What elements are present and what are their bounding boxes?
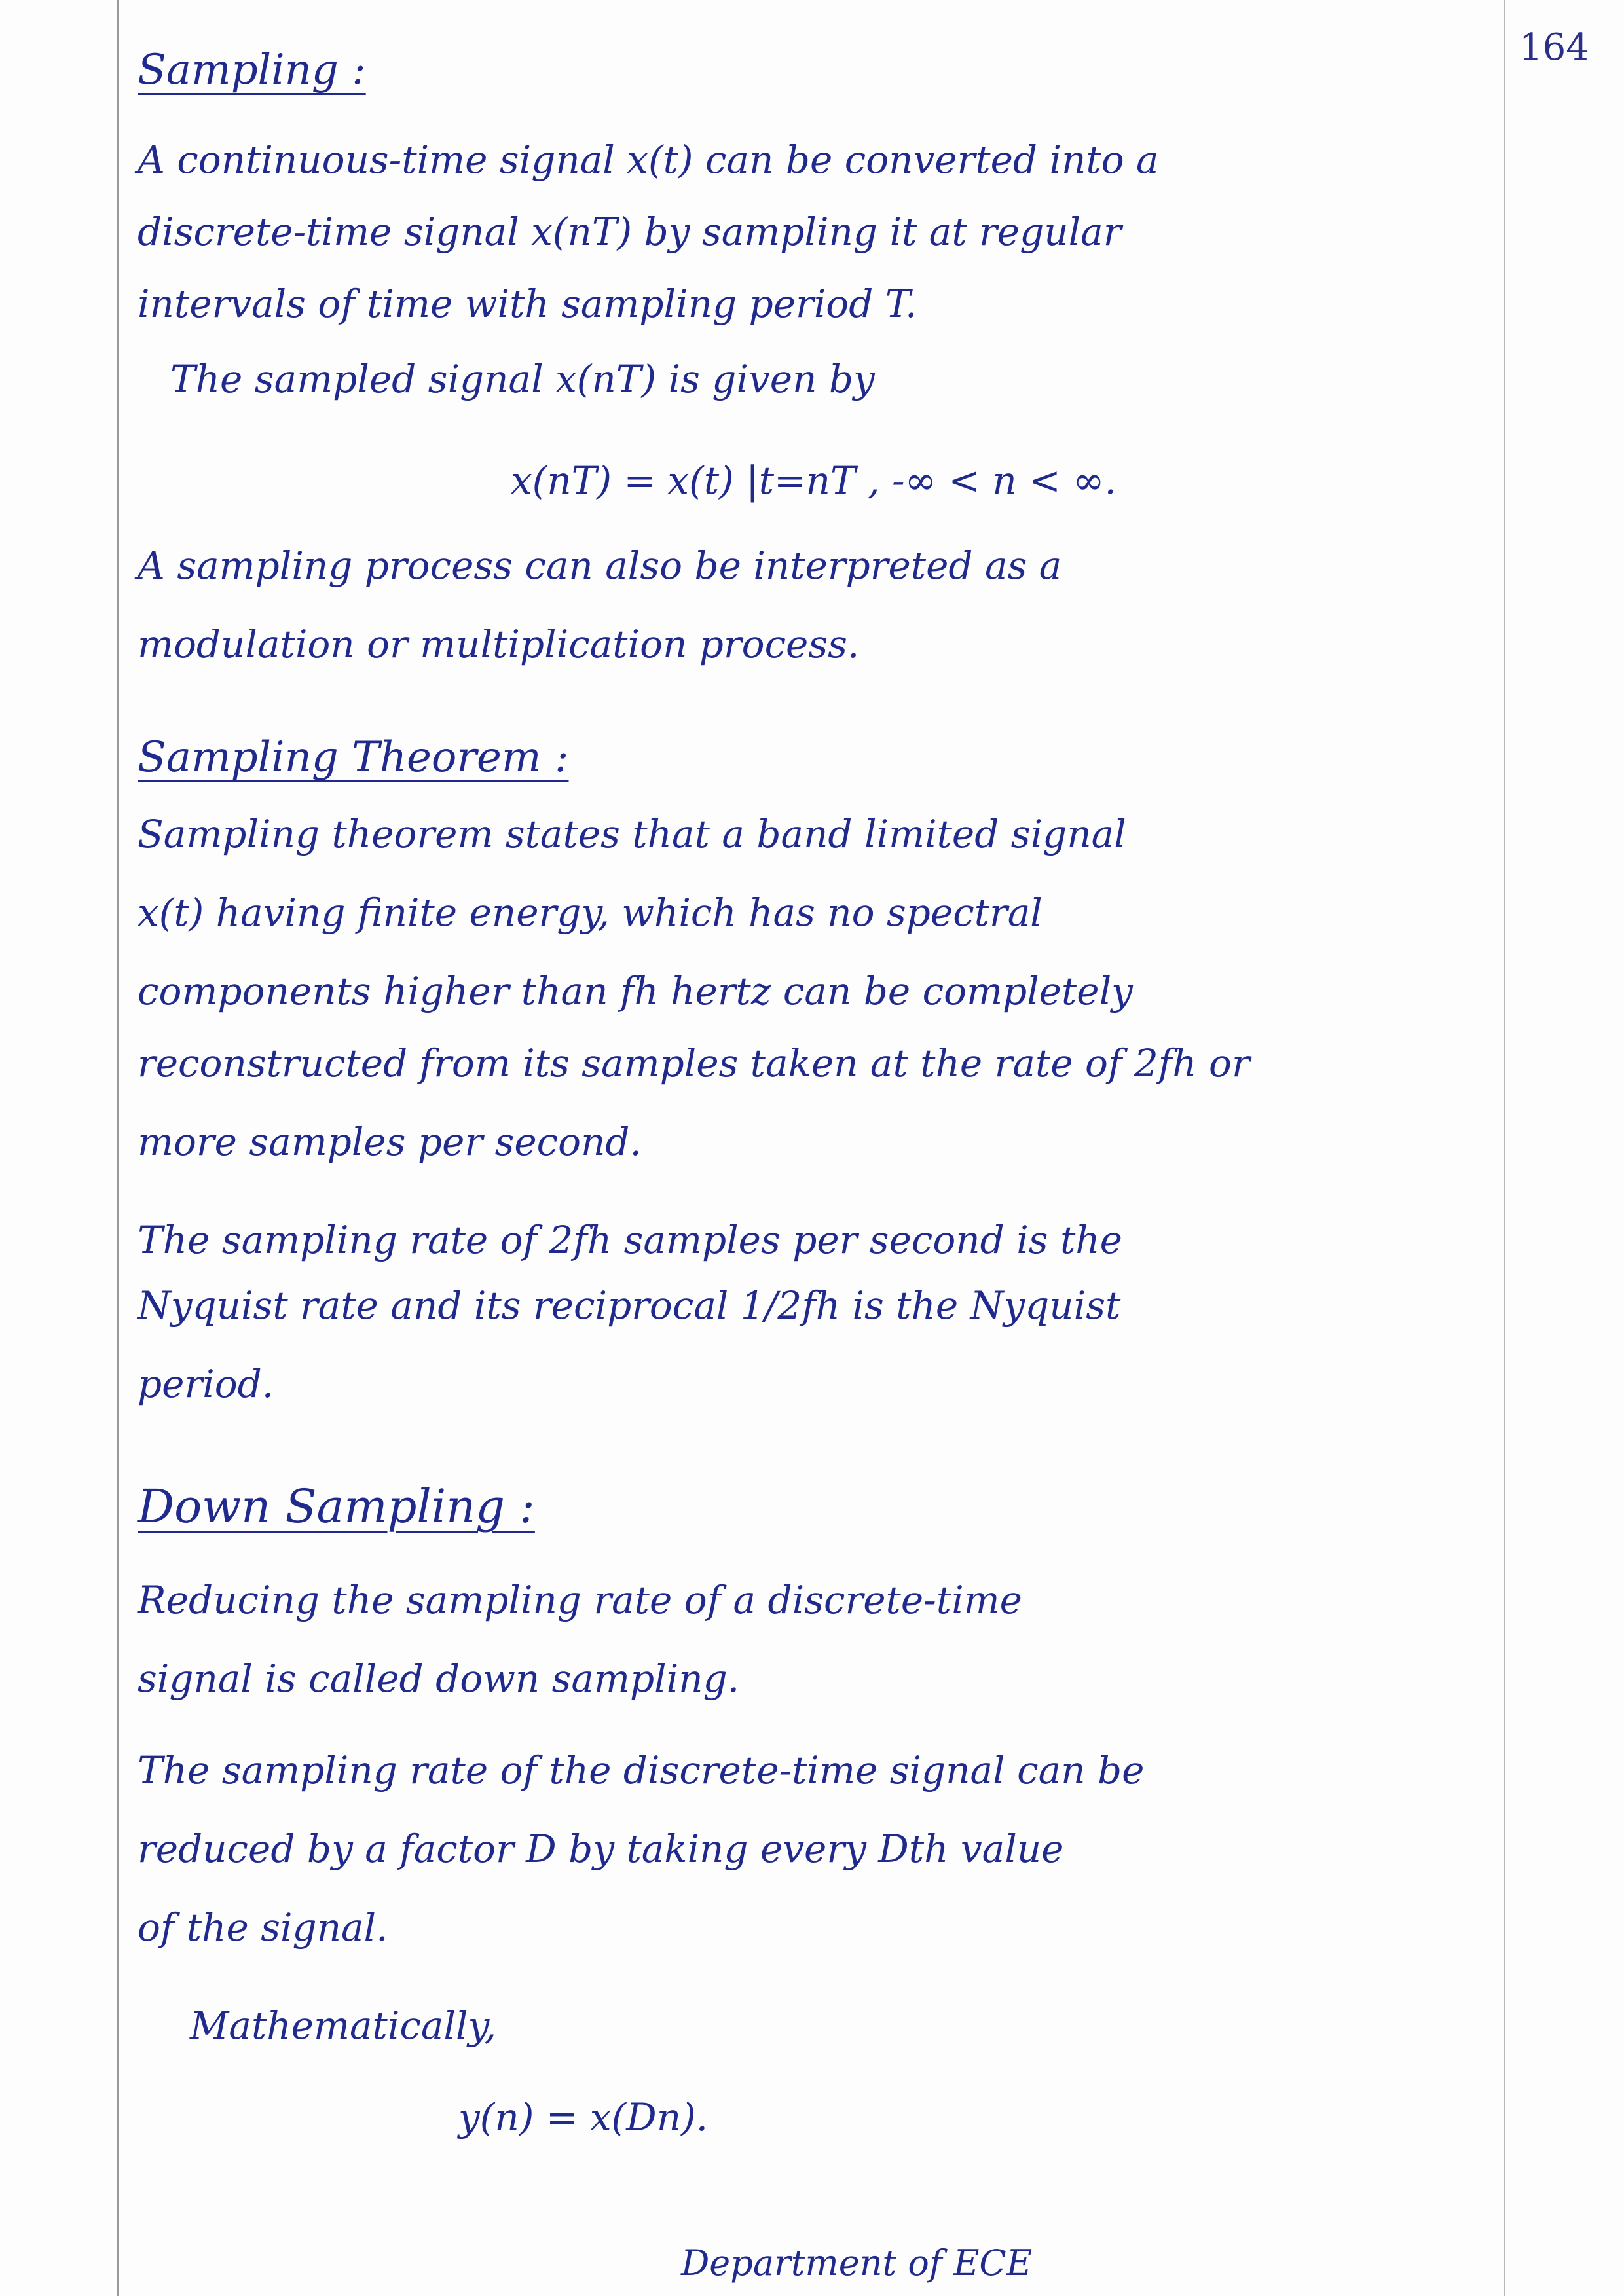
down-sampling-equation: y(n) = x(Dn).: [458, 2095, 709, 2140]
down-sampling-line-4: reduced by a factor D by taking every Dth value: [138, 1827, 1064, 1871]
sampling-line-6: modulation or multiplication process.: [138, 622, 860, 666]
sampling-line-4: The sampled signal x(nT) is given by: [170, 357, 875, 401]
sampling-line-2: discrete-time signal x(nT) by sampling it at regular: [138, 210, 1122, 254]
theorem-line-7: Nyquist rate and its reciprocal 1/2fh is the Nyquist: [138, 1283, 1121, 1328]
heading-sampling-theorem: Sampling Theorem :: [138, 733, 569, 782]
sampling-line-1: A continuous-time signal x(t) can be converted into a: [138, 137, 1159, 182]
heading-down-sampling: Down Sampling :: [138, 1480, 535, 1533]
down-sampling-line-6: Mathematically,: [190, 2003, 497, 2048]
theorem-line-8: period.: [138, 1362, 274, 1406]
footer-department: Department of ECE: [681, 2242, 1033, 2284]
right-margin-line: [1504, 0, 1505, 2296]
sampling-equation: x(nT) = x(t) |t=nT , -∞ < n < ∞.: [511, 458, 1116, 503]
down-sampling-line-3: The sampling rate of the discrete-time signal can be: [138, 1748, 1145, 1793]
theorem-line-3: components higher than fh hertz can be completely: [138, 969, 1133, 1013]
sampling-line-5: A sampling process can also be interpreted as a: [138, 543, 1062, 588]
left-margin-line: [117, 0, 119, 2296]
sampling-line-3: intervals of time with sampling period T.: [138, 282, 917, 326]
theorem-line-2: x(t) having finite energy, which has no spectral: [138, 890, 1043, 935]
theorem-line-4: reconstructed from its samples taken at the rate of 2fh or: [138, 1041, 1250, 1085]
theorem-line-5: more samples per second.: [138, 1120, 642, 1164]
theorem-line-6: The sampling rate of 2fh samples per second is the: [138, 1218, 1122, 1262]
down-sampling-line-1: Reducing the sampling rate of a discrete-time: [138, 1578, 1022, 1622]
page-number: 164: [1519, 26, 1589, 69]
down-sampling-line-5: of the signal.: [138, 1905, 388, 1950]
down-sampling-line-2: signal is called down sampling.: [138, 1656, 740, 1701]
theorem-line-1: Sampling theorem states that a band limited signal: [138, 812, 1126, 856]
heading-sampling: Sampling :: [138, 46, 366, 94]
